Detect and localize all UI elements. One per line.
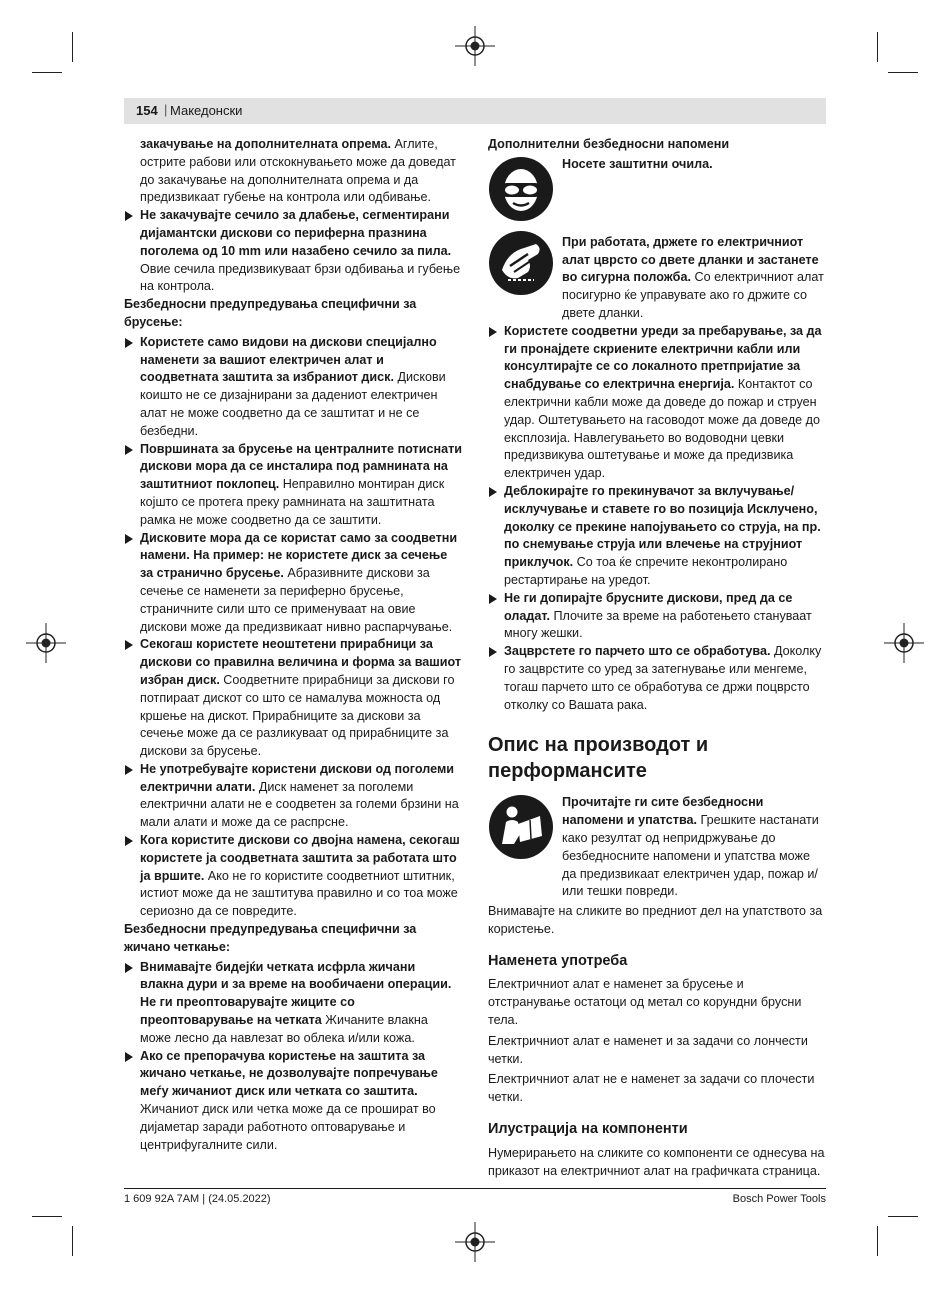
bullet-item: Користете соодветни уреди за пребарување, за да ги пронајдете скриените електрични кабли или консултирајте се со локалното претпријатие за снабдување со електрична енергија. Контактот со електрични кабли може да доведе до пожар и струен удар. Оштетувањето на гасоводот може да доведе до експлозија. Навлегувањето во водоводни цевки предизвикува оштетување и може да предизвика електричен удар. [488,323,826,483]
crop-mark [72,32,73,62]
arrow-icon [489,487,497,497]
bullet-item: Деблокирајте го прекинувачот за вклучување/исклучување и ставете го во позиција Исклучено, доколку се прекине напојувањето со струја, на пр. по снемување струја или влечење на струјниот приклучок. Со тоа ќе спречите неконтролирано рестартирање на уредот. [488,483,826,590]
footer-brand: Bosch Power Tools [732,1193,826,1205]
arrow-icon [125,211,133,221]
header-separator: | [164,102,168,117]
two-hands-text: При работата, држете го електричниот алат цврсто со двете дланки и застанете во сигурна положба. Со електричниот алат посигурно ќе управувате ако го држите со двете дланки. [562,234,824,320]
arrow-icon [125,534,133,544]
bullet-item: Секогаш користете неоштетени прирабници за дискови со правилна величина и форма за вашиот избран диск. Соодветните прирабници за дискови го потпираат дискот со што се намалува можноста од кршење на дискот. Прирабниците за дискови за сечење може да се разликуваат од прирабниците за дискови за брусење. [124,636,462,761]
arrow-icon [489,647,497,657]
bullet-item: Зацврстете го парчето што се обработува. Доколку го зацврстите со уред за затегнување или менгеме, тогаш парчето што се обработува се држи поцврсто отколку со Вашата рака. [488,643,826,714]
arrow-icon [125,445,133,455]
crop-mark [72,1226,73,1256]
registration-mark-left [26,623,66,663]
read-manual-notice [488,794,826,901]
crop-mark [32,1216,62,1217]
read-manual-text: Прочитајте ги сите безбедносни напомени и упатства. Грешките настанати како резултат од непридржување до безбедносните напомени и упатства може да предизвикаат електричен удар, пожар и/или тешки повреди. [562,795,819,899]
bullet-item: Користете само видови на дискови специјално наменети за вашиот електричен алат и соодветната заштита за избраниот диск. Дискови коишто не се дизајнирани за дадениот електричен алат не може соодветно да се заштитат и не се безбедни. [124,334,462,441]
arrow-icon [489,594,497,604]
bullet-item: Не закачувајте сечило за длабење, сегментирани дијамантски дискови со периферна празнина поголема од 10 mm или назабено сечило за пила. Овие сечила предизвикуваат брзи одбивања и губење на контрола. [124,207,462,296]
arrow-icon [125,963,133,973]
header-language: Македонски [170,103,243,118]
left-column [124,136,462,1154]
arrow-icon [125,338,133,348]
bullet-item: Дисковите мора да се користат само за соодветни намени. На пример: не користете диск за сечење за странично брусење. Абразивните дискови за сечење се наменети за периферно брусење, страничните сили што се применуваат на овие дискови може да предизвикаат нивно распарчување. [124,530,462,637]
section-heading-components: Илустрација на компоненти [488,1121,688,1138]
footer-divider [124,1188,826,1189]
crop-mark [32,72,62,73]
section-heading-intended-use: Наменета употреба [488,952,628,969]
intended-use-2: Електричниот алат е наменет и за задачи со лончести четки. [488,1033,808,1066]
footer-doc-id: 1 609 92A 7AM | (24.05.2022) [124,1193,271,1205]
arrow-icon [125,640,133,650]
two-hands-icon [488,230,554,296]
bullet-item: Не употребувајте користени дискови од поголеми електрични алати. Диск наменет за поголеми електрични алати не е соодветен за големи брзини на мали алати и може да се распрсне. [124,761,462,832]
two-hands-notice [488,230,826,323]
subheading-grinding: Безбедносни предупредувања специфични за брусење: [124,297,417,329]
intended-use-3: Електричниот алат не е наменет за задачи со плочести четки. [488,1072,815,1105]
arrow-icon [125,836,133,846]
subheading-additional-safety: Дополнителни безбедносни напомени [488,137,730,151]
section-heading-product: Опис на производот и перформансите [488,734,709,783]
bullet-item: Кога користите дискови со двојна намена, секогаш користете ја соодветната заштита за работата што ја вршите. Ако не го користите соодветниот штитник, истиот може да не заштитува правилно и со тоа може сериозно да се повредите. [124,832,462,921]
crop-mark [888,1216,918,1217]
crop-mark [888,72,918,73]
registration-mark-right [884,623,924,663]
right-column [488,136,826,1180]
page-number: 154 [136,103,158,118]
registration-mark-top [455,26,495,66]
bullet-item: Внимавајте бидејќи четката исфрла жичани влакна дури и за време на вообичаени операции. Не ги преоптоварувајте жиците со преоптоварување на четката Жичаните влакна може лесно да навлезат во облека и/или кожа. [124,959,462,1048]
registration-mark-bottom [455,1222,495,1262]
crop-mark [877,32,878,62]
intro-paragraph: закачување на дополнителната опрема. Аглите, острите рабови или отскокнувањето може да доведат до закачување на дополнителната опрема и да предизвикаат губење на контрола или одбивање. [140,137,456,205]
subheading-wire-brushing: Безбедносни предупредувања специфични за жичано четкање: [124,922,417,954]
arrow-icon [125,1052,133,1062]
components-text: Нумерирањето на сликите со компоненти се однесува на приказот на електричниот алат на графичката страница. [488,1145,825,1178]
intended-use-1: Електричниот алат е наменет за брусење и отстранување остатоци од метал со корундни брусни тела. [488,977,802,1028]
arrow-icon [489,327,497,337]
bullet-item: Не ги допирајте брусните дискови, пред да се оладат. Плочите за време на работењето стануваат многу жешки. [488,590,826,643]
page-header [124,98,826,124]
attention-text: Внимавајте на сликите во предниот дел на упатството за користење. [488,904,823,936]
goggles-notice [488,156,826,224]
crop-mark [877,1226,878,1256]
arrow-icon [125,765,133,775]
read-manual-icon [488,794,554,860]
bullet-item: Ако се препорачува користење на заштита за жичано четкање, не дозволувајте попречување меѓу жичаниот диск или четката со заштита. Жичаниот диск или четка може да се прошират во дијаметар заради работното оптоварување и центрифугалните сили. [124,1048,462,1155]
goggles-text: Носете заштитни очила. [562,156,713,171]
safety-goggles-icon [488,156,554,222]
bullet-item: Површината за брусење на централните потиснати дискови мора да се инсталира под рамнината на заштитниот поклопец. Неправилно монтиран диск којшто се протега преку рамнината на заштитната рамка не може соодветно да се заштити. [124,441,462,530]
